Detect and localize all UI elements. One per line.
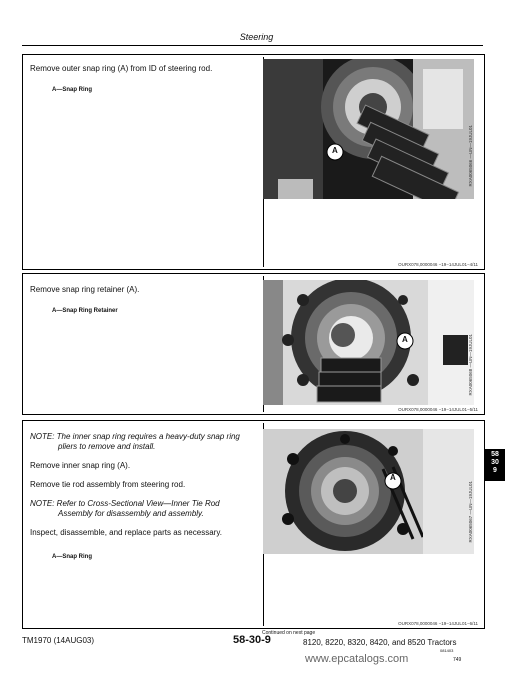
callout-legend: A—Snap Ring Retainer	[52, 308, 118, 314]
step-instruction: Remove tie rod assembly from steering rod.	[30, 480, 186, 489]
step-panel-1	[22, 54, 485, 270]
header-rule	[22, 45, 483, 46]
reference-code: OURX078,0000046 −19−14JUL01−5/11	[398, 407, 478, 412]
section-tab	[485, 449, 505, 481]
callout-legend: A—Snap Ring	[52, 554, 92, 560]
step-instruction: Remove snap ring retainer (A).	[30, 285, 140, 294]
step-panel-3	[22, 420, 485, 629]
section-tab-section: 30	[491, 459, 499, 466]
photo-callout-a: A	[402, 335, 408, 344]
continued-note: Continued on next page	[262, 630, 316, 636]
section-tab-page: 9	[493, 467, 497, 474]
image-code: RXA0065068 —UN—19JUL01	[468, 334, 473, 396]
step-panel-2	[22, 273, 485, 415]
page-id: 58-30-9	[233, 634, 271, 646]
section-title: Steering	[239, 32, 274, 42]
page-number: 749	[453, 657, 462, 663]
inner-snap-ring-photo	[263, 429, 474, 554]
watermark-link[interactable]: www.epcatalogs.com	[305, 653, 409, 665]
reference-code: OURX078,0000046 −19−14JUL01−6/11	[398, 621, 478, 626]
section-tab-group: 58	[491, 451, 499, 458]
image-code: RXA0065067 —UN—19JUL01	[468, 481, 473, 543]
step-note: NOTE: The inner snap ring requires a heavy-duty snap ring pliers to remove and install.	[30, 432, 240, 451]
photo-callout-a: A	[390, 473, 396, 482]
image-code: RXA0065066 —UN—19JUL01	[468, 125, 473, 187]
tractor-models: 8120, 8220, 8320, 8420, and 8520 Tractors	[303, 638, 457, 647]
step-note: NOTE: Refer to Cross-Sectional View—Inner Tie Rod Assembly for disassembly and assembly.	[30, 499, 220, 518]
step-instruction: Inspect, disassemble, and replace parts as necessary.	[30, 528, 222, 537]
steering-rod-photo	[263, 59, 474, 199]
reference-code: OURX078,0000046 −19−14JUL01−4/11	[398, 262, 478, 267]
step-instruction: Remove outer snap ring (A) from ID of steering rod.	[30, 64, 213, 73]
photo-callout-a: A	[332, 146, 338, 155]
callout-legend: A—Snap Ring	[52, 87, 92, 93]
manual-id: TM1970 (14AUG03)	[22, 636, 95, 645]
step-instruction: Remove inner snap ring (A).	[30, 461, 131, 470]
footer-date-code: 081403	[440, 648, 454, 653]
snap-ring-retainer-photo	[263, 280, 474, 405]
